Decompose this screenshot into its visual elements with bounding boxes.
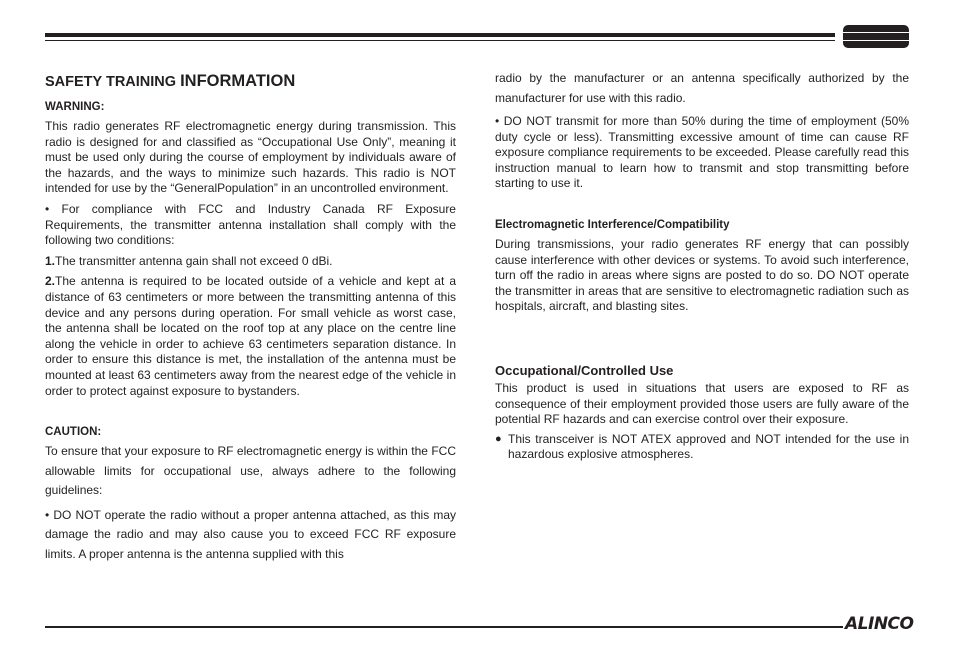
condition-1-text: The transmitter antenna gain shall not exceed 0 dBi. [55,253,333,268]
condition-2-text: The antenna is required to be located outside of a vehicle and kept at a distance of 63 centimeters or more between the transmitting antenna of this device and any persons during operation. For small vehicle as worst case, the antenna shall be located on the roof top at any place on the centre line along the vehicle in order to achieve 63 centimeters separation distance. In order to ensure this distance is met, the installation of the antenna must be mounted at least 63 centimeters away from the nearest edge of the vehicle in order to protect against exposure to bystanders. [45,274,456,398]
condition-1-number: 1. [45,253,56,268]
left-column [45,70,456,564]
bullet-icon: • [495,114,500,128]
duty-cycle-guideline [495,114,909,192]
atex-notice [495,432,909,463]
emi-heading: Electromagnetic Interference/Compatibility [495,218,730,231]
bullet-circle-icon: ● [495,432,502,445]
antenna-guideline-text: DO NOT operate the radio without a proper antenna attached, as this may damage the radio and may also cause you to exceed FCC RF exposure limits. A proper antenna is the antenna supplied with this [45,507,456,561]
header-rule-thick [45,33,835,37]
caution-text: To ensure that your exposure to RF electromagnetic energy is within the FCC allowable limits for occupational use, always adhere to the following guidelines: [45,444,456,498]
bullet-icon: • [45,507,50,522]
fcc-compliance-body: For compliance with FCC and Industry Canada RF Exposure Requirements, the transmitter antenna installation shall comply with the following two conditions: [45,201,456,248]
warning-label: WARNING: [45,101,105,113]
page-title-part1: SAFETY TRAINING [45,74,177,90]
warning-text: This radio generates RF electromagnetic energy during transmission. This radio is designed for and classified as “Occupational Use Only”, meaning it must be used only during the course of employment by individuals aware of the hazards, and the ways to minimize such hazards. This radio is NOT intended for use by the “GeneralPopulation” in an uncontrolled environment. [45,119,456,196]
fcc-compliance-text [45,202,456,249]
header-rule-thin [45,40,835,41]
occupational-heading: Occupational/Controlled Use [495,362,674,378]
atex-text: This transceiver is NOT ATEX approved and NOT intended for the use in hazardous explosive atmospheres. [508,431,909,462]
page-title-part2: INFORMATION [180,72,296,90]
footer-rule [45,626,843,628]
condition-2 [45,274,456,399]
brand-logo: ALINCO [845,614,914,634]
antenna-guideline-continued: radio by the manufacturer or an antenna specifically authorized by the manufacturer for use with this radio. [495,71,909,105]
occupational-text: This product is used in situations that users are exposed to RF as consequence of their employment provided those users are fully aware of the potential RF hazards and can exercise control over their exposure. [495,380,909,427]
bullet-icon: • [45,201,50,216]
antenna-guideline [45,506,456,565]
condition-2-number: 2. [45,274,56,289]
caution-label: CAUTION: [45,426,102,439]
right-column [495,70,909,463]
duty-cycle-text: DO NOT transmit for more than 50% during the time of employment (50% duty cycle or less). Transmitting excessive amount of time can cause RF exposure compliance requirements to be exceeded. Please carefully read this instruction manual to learn how to transmit and stop transmitting before starting to use it. [495,114,909,191]
header-tab-marker [843,25,909,48]
page-title [45,71,456,92]
condition-1 [45,254,456,270]
emi-text: During transmissions, your radio generates RF energy that can possibly cause interference with other devices or systems. To avoid such interference, turn off the radio in areas where signs are posted to do so. DO NOT operate the transmitter in areas that are sensitive to electromagnetic radiation such as hospitals, aircraft, and blasting sites. [495,236,909,314]
